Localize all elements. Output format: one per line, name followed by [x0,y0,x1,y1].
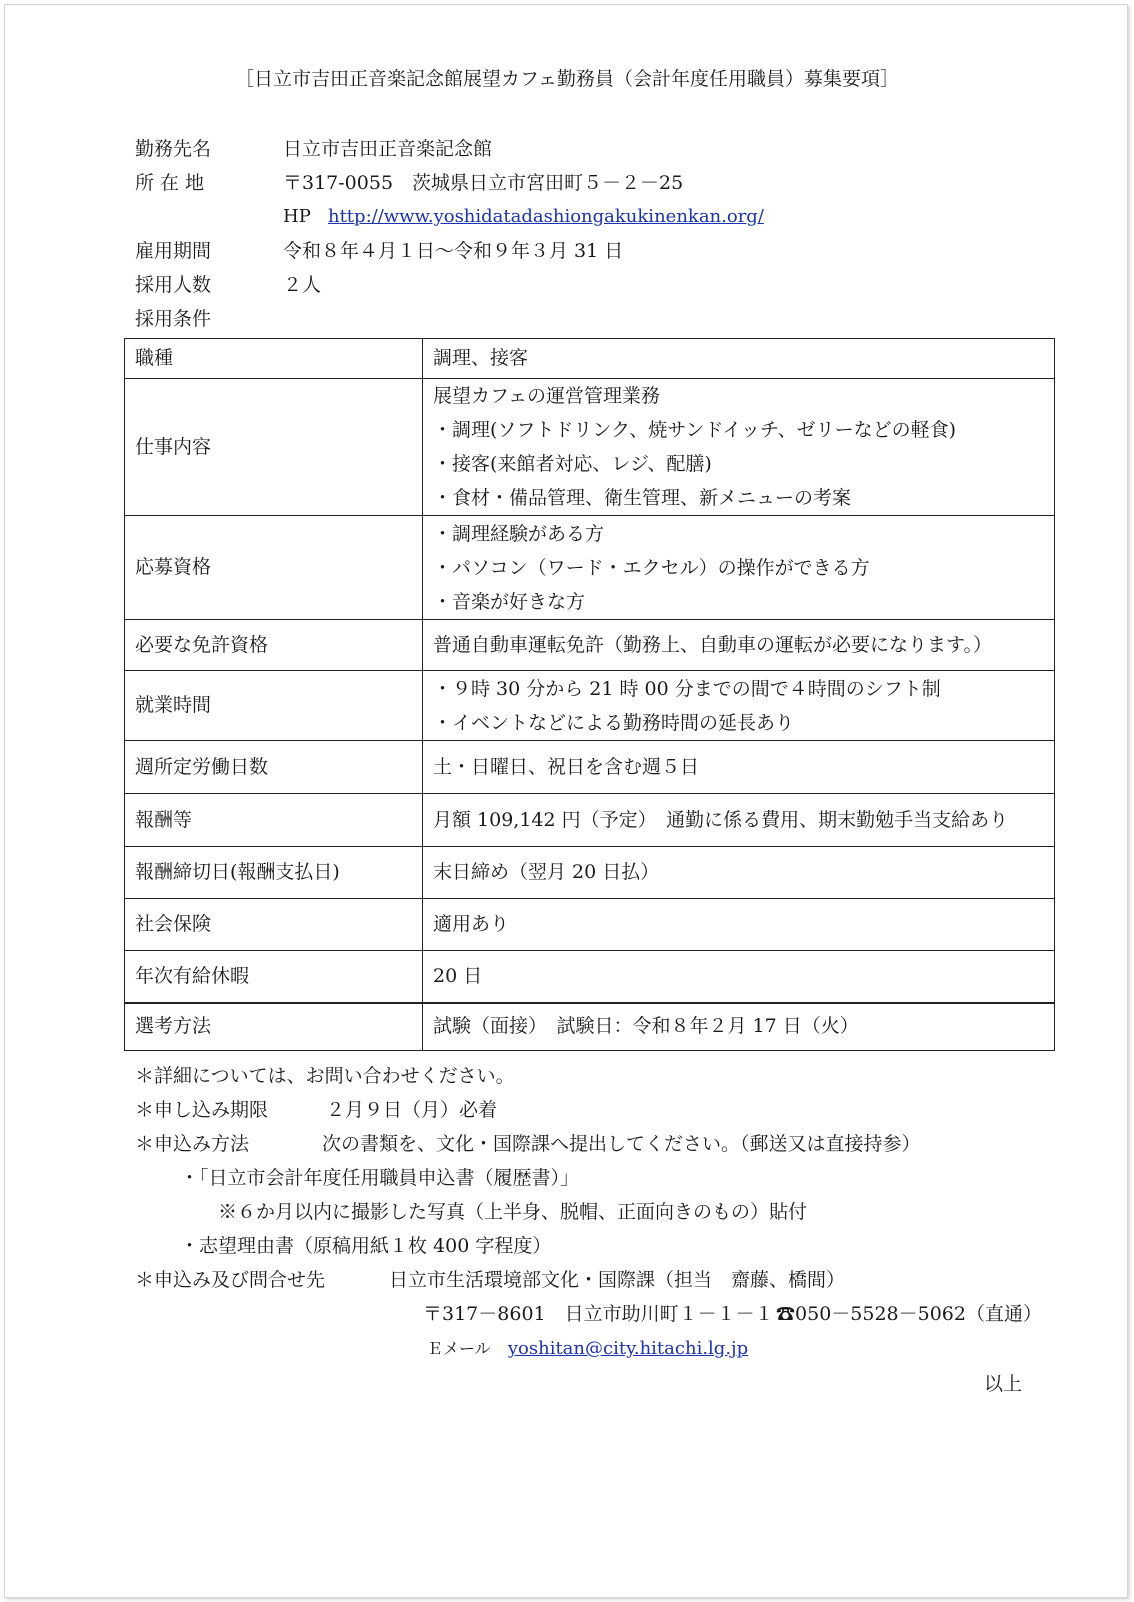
qualification-label: 応募資格 [125,516,423,620]
end-mark: 以上 [984,1373,1023,1395]
job-content-line: ・食材・備品管理、衛生管理、新メニューの考案 [433,487,852,509]
job-type-value: 調理、接客 [423,339,1055,379]
table-row [125,379,1055,516]
email-line [427,1340,748,1358]
qualification-line: ・調理経験がある方 [433,522,605,545]
qualification-value [423,516,1055,620]
email-label: Ｅメール [427,1339,491,1358]
table-row [125,1003,1055,1051]
license-value: 普通自動車運転免許（勤務上、自動車の運転が必要になります。） [423,620,1055,671]
note-detail: ＊詳細については、お問い合わせください。 [135,1065,515,1087]
hours-line: ・９時 30 分から 21 時 00 分までの間で４時間のシフト制 [433,677,941,700]
leave-value: 20 日 [423,951,1055,1003]
phone-line [776,1305,1042,1324]
period-label: 雇用期間 [135,240,212,262]
contact-value: 日立市生活環境部文化・国際課（担当 齋藤、橋間） [389,1269,846,1291]
table-row [125,741,1055,794]
contact-label: ＊申込み及び問合せ先 [135,1269,326,1291]
conditions-label: 採用条件 [135,308,212,330]
workplace-value: 日立市吉田正音楽記念館 [283,138,493,160]
hours-line: ・イベントなどによる勤務時間の延長あり [433,711,795,734]
hp-label: HP [283,206,311,227]
license-label: 必要な免許資格 [125,620,423,671]
table-row [125,847,1055,899]
table-row [125,339,1055,379]
insurance-value: 適用あり [423,899,1055,951]
conditions-table [124,338,1055,1051]
count-value: ２人 [283,274,322,296]
phone-number: 050－5528－5062（直通） [795,1303,1042,1325]
address-label: 所 在 地 [135,172,205,194]
salary-value: 月額 109,142 円（予定） 通勤に係る費用、期末勤勉手当支給あり [423,794,1055,847]
salary-label: 報酬等 [125,794,423,847]
deadline-label: ＊申し込み期限 [135,1099,269,1121]
insurance-label: 社会保険 [125,899,423,951]
workplace-label: 勤務先名 [135,138,212,160]
qualification-line: ・音楽が好きな方 [433,590,586,613]
doc2: ・志望理由書（原稿用紙１枚 400 字程度） [180,1235,552,1257]
table-row [125,671,1055,741]
leave-label: 年次有給休暇 [125,951,423,1003]
workdays-label: 週所定労働日数 [125,741,423,794]
workdays-value: 土・日曜日、祝日を含む週５日 [423,741,1055,794]
pay-date-label: 報酬締切日(報酬支払日) [125,847,423,899]
hp-link[interactable]: http://www.yoshidatadashiongakukinenkan.org/ [327,206,764,227]
table-row [125,899,1055,951]
method-value: 次の書類を、文化・国際課へ提出してください。（郵送又は直接持参） [322,1133,921,1155]
qualification-line: ・パソコン（ワード・エクセル）の操作ができる方 [433,556,870,579]
phone-icon: ☎ [776,1303,796,1325]
hours-value [423,671,1055,741]
deadline-value: ２月９日（月）必着 [326,1099,498,1121]
job-content-label: 仕事内容 [125,379,423,516]
hp-line [283,208,764,226]
doc1-note: ※６か月以内に撮影した写真（上半身、脱帽、正面向きのもの）貼付 [218,1201,808,1223]
selection-label: 選考方法 [125,1003,423,1051]
job-content-line: 展望カフェの運営管理業務 [433,385,661,407]
contact-address: 〒317－8601 日立市助川町１－１－１ [423,1303,774,1325]
method-label: ＊申込み方法 [135,1133,250,1155]
job-content-line: ・調理(ソフトドリンク、焼サンドイッチ、ゼリーなどの軽食) [433,419,957,441]
table-row [125,516,1055,620]
email-link[interactable]: yoshitan@city.hitachi.lg.jp [507,1338,749,1359]
doc1: ・「日立市会計年度任用職員申込書（履歴書）」 [180,1167,580,1189]
period-value: 令和８年４月１日～令和９年３月 31 日 [283,240,624,262]
pay-date-value: 末日締め（翌月 20 日払） [423,847,1055,899]
job-content-line: ・接客(来館者対応、レジ、配膳) [433,453,712,475]
table-row [125,951,1055,1003]
address-value: 〒317-0055 茨城県日立市宮田町５－２－25 [283,172,684,194]
table-row [125,620,1055,671]
selection-value: 試験（面接） 試験日：令和８年２月 17 日（火） [423,1003,1055,1051]
job-type-label: 職種 [125,339,423,379]
table-row [125,794,1055,847]
page-title: ［日立市吉田正音楽記念館展望カフェ勤務員（会計年度任用職員）募集要項］ [234,68,900,90]
job-content-value [423,379,1055,516]
hours-label: 就業時間 [125,671,423,741]
count-label: 採用人数 [135,274,212,296]
